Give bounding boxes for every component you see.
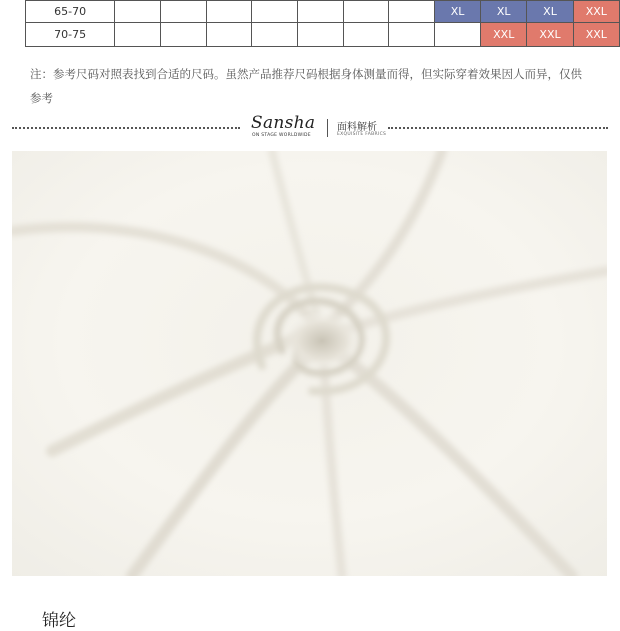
- size-cell: [206, 23, 252, 47]
- fabric-swirl-svg: [12, 151, 607, 576]
- section-divider: [12, 114, 608, 142]
- fabric-swirl-image: [12, 151, 607, 576]
- size-cell: [252, 1, 298, 23]
- dotted-line-right: [388, 127, 608, 129]
- size-cell: [298, 23, 344, 47]
- section-header: [251, 114, 391, 142]
- next-section-title: 锦纶: [42, 611, 76, 631]
- size-cell: XXL: [527, 23, 573, 47]
- size-cell: [389, 23, 435, 47]
- size-cell: XXL: [573, 1, 619, 23]
- size-table: [25, 0, 620, 47]
- size-cell: [161, 1, 207, 23]
- section-subtitle: EXQUISITE FABRICS: [337, 132, 387, 137]
- size-row: [26, 23, 620, 47]
- weight-range-cell: 65-70: [26, 1, 115, 23]
- size-cell: XL: [435, 1, 481, 23]
- brand-tagline: ON STAGE WORLDWIDE: [252, 133, 311, 138]
- size-cell: [389, 1, 435, 23]
- size-cell: [206, 1, 252, 23]
- size-cell: [252, 23, 298, 47]
- size-cell: XXL: [481, 23, 527, 47]
- size-cell: XL: [527, 1, 573, 23]
- section-title: 面料解析: [337, 122, 377, 133]
- dotted-line-left: [12, 127, 240, 129]
- size-cell: XXL: [573, 23, 619, 47]
- brand-logo: Sansha: [251, 113, 316, 133]
- header-separator: [327, 119, 328, 137]
- size-cell: [435, 23, 481, 47]
- size-cell: [298, 1, 344, 23]
- size-row: [26, 1, 620, 23]
- size-cell: [115, 23, 161, 47]
- size-cell: [161, 23, 207, 47]
- size-note: 注：参考尺码对照表找到合适的尺码。虽然产品推荐尺码根据身体测量而得，但实际穿着效果因人而异，仅供参考: [30, 67, 582, 105]
- size-cell: XL: [481, 1, 527, 23]
- size-cell: [343, 1, 389, 23]
- size-cell: [343, 23, 389, 47]
- weight-range-cell: 70-75: [26, 23, 115, 47]
- size-cell: [115, 1, 161, 23]
